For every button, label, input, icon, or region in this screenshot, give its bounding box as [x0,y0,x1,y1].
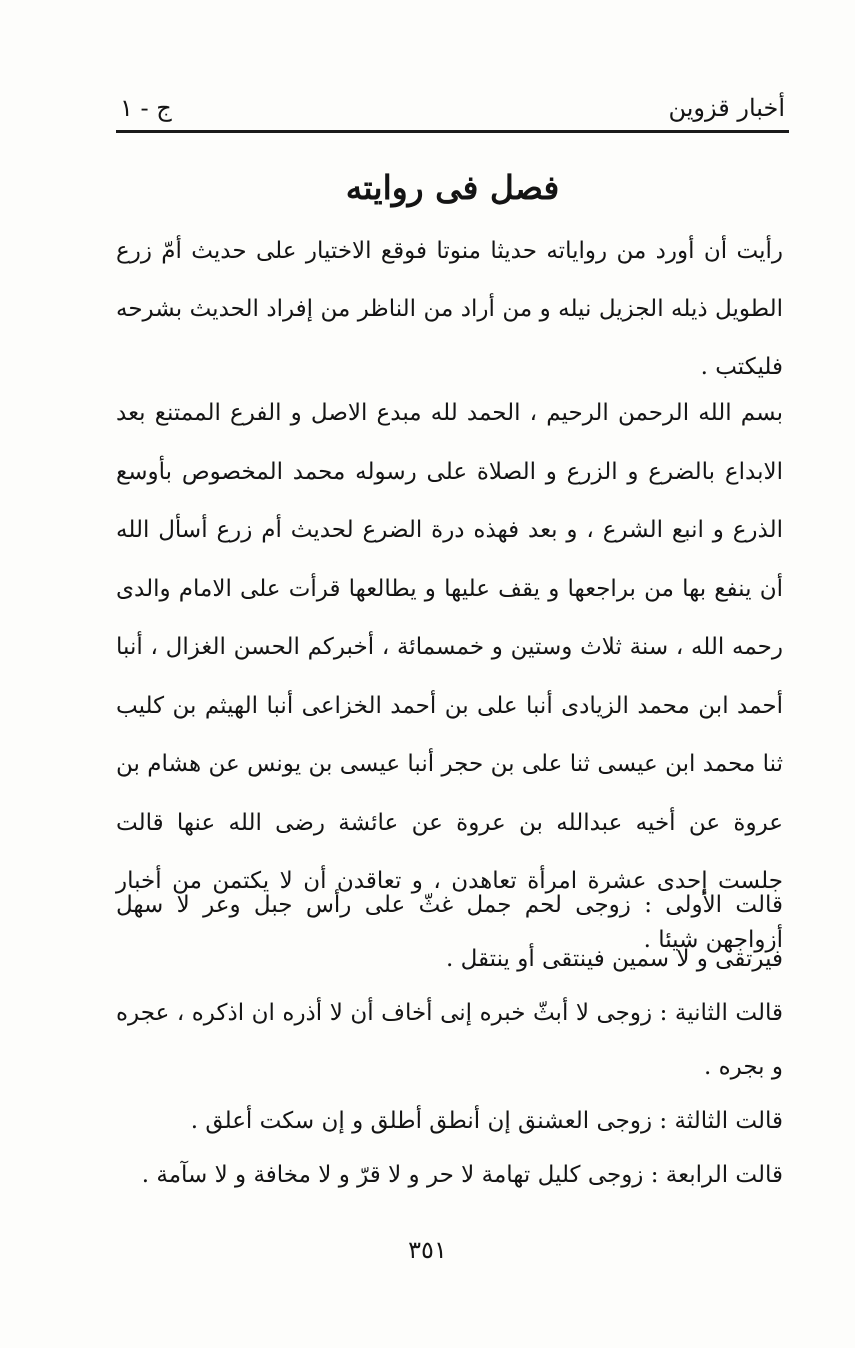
sayings-list [116,878,783,1202]
intro-text: رأيت أن أورد من رواياته حديثا منوتا فوقع الاختيار على حديث أمّ زرع الطويل ذيله الجزيل نيله و من أراد من الناظر من إفراد الحديث بشرحه فليكتب . [116,238,783,380]
page-number: ٣٥١ [408,1236,447,1264]
header-rule [116,130,789,133]
saying-2: قالت الثانية : زوجى لا أبثّ خبره إنى أخاف أن لا أذره ان اذكره ، عجره و بجره . [116,1000,783,1080]
section-heading: فصل فى روايته [345,168,560,207]
book-title: أخبار قزوين [668,94,785,122]
saying-1: قالت الأولى : زوجى لحم جمل غثّ على رأس جبل وعر لا سهل فيرتقى و لا سمين فينتقى أو ينتقل . [116,892,783,972]
saying-4: قالت الرابعة : زوجى كليل تهامة لا حر و لا قرّ و لا مخافة و لا سآمة . [141,1162,783,1188]
running-header [118,84,785,124]
volume-marker: ج - ١ [120,94,172,122]
saying-3: قالت الثالثة : زوجى العشنق إن أنطق أطلق و إن سكت أعلق . [190,1108,783,1134]
isnad-text: بسم الله الرحمن الرحيم ، الحمد لله مبدع الاصل و الفرع الممتنع بعد الابداع بالضرع و الزرع و الصلاة على رسوله محمد المخصوص بأوسع الذرع و انبع الشرع ، و بعد فهذه درة الضرع لحديث أم زرع أسأل الله أن ينفع بها من براجعها و يقف عليها و يطالعها قرأت على الامام والدى رحمه الله ، سنة ثلاث وستين و خمسمائة ، أخبركم الحسن الغزال ، أنبا أحمد ابن محمد الزيادى أنبا على بن أحمد الخزاعى أنبا الهيثم بن كليب ثنا محمد ابن عيسى ثنا على بن حجر أنبا عيسى بن يونس عن هشام بن عروة عن أخيه عبدالله بن عروة عن عائشة رضى الله عنها قالت جلست إحدى عشرة امرأة تعاهدن ، و تعاقدن أن لا يكتمن من أخبار أزواجهن شيئا . [116,400,783,953]
intro-paragraph [116,222,783,396]
